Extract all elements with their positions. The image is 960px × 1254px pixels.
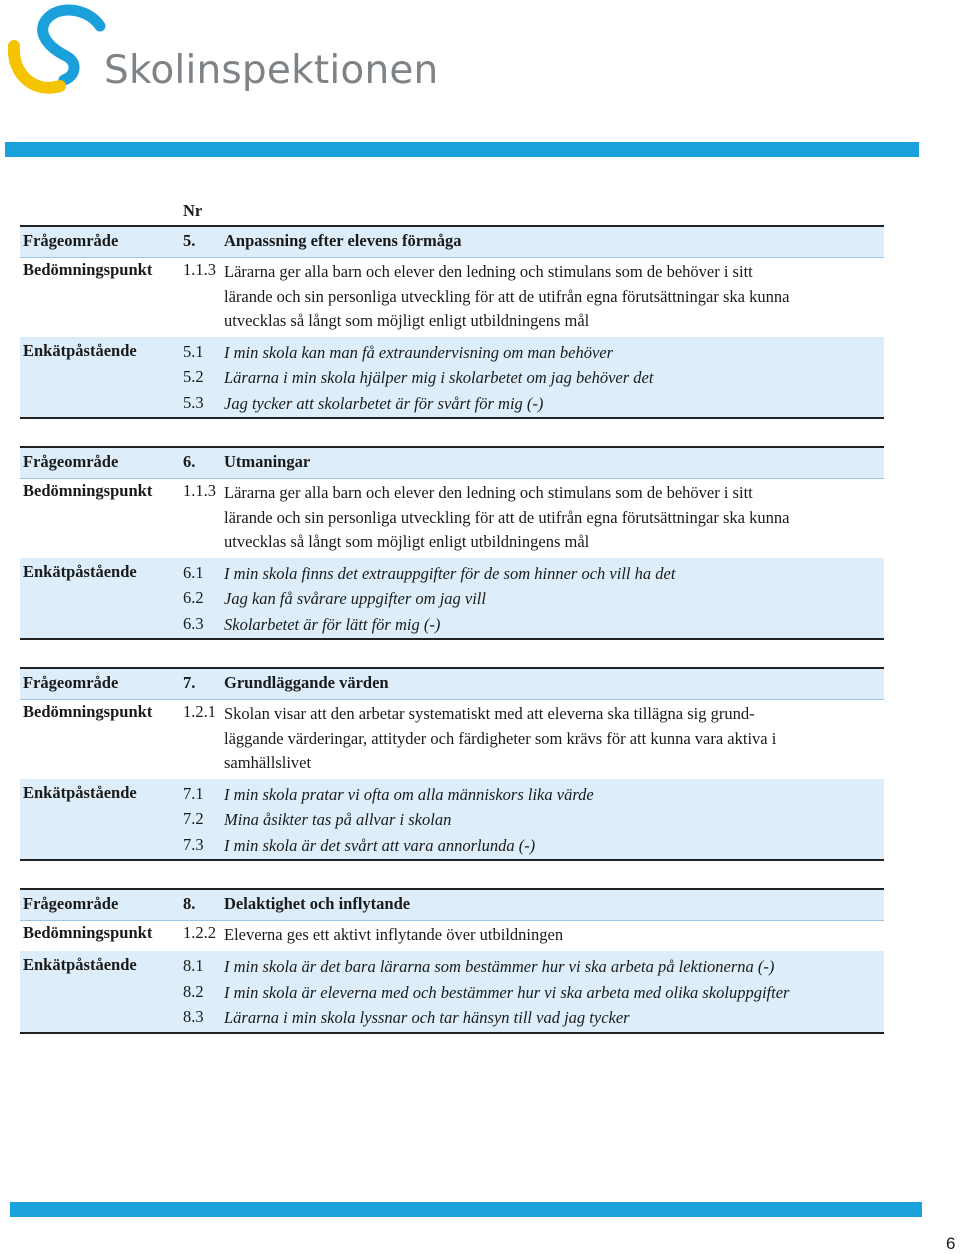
statement-number: 5.2 <box>183 367 204 386</box>
statement-row <box>20 614 884 640</box>
statement-row <box>20 784 884 810</box>
section-title: Grundläggande värden <box>224 673 389 692</box>
bedomningspunkt-row <box>20 699 884 779</box>
statement-number: 8.2 <box>183 982 204 1001</box>
bp-line: utvecklas så långt som möjligt enligt utbildningens mål <box>224 532 590 551</box>
enkatpastaende-label: Enkätpåstående <box>23 783 137 802</box>
statement-number: 8.3 <box>183 1007 204 1026</box>
section-header <box>20 446 884 478</box>
bedomningspunkt-row <box>20 920 884 951</box>
section-6 <box>20 446 884 640</box>
statement-text: Lärarna i min skola lyssnar och tar hänsyn till vad jag tycker <box>224 1008 630 1027</box>
bedomningspunkt-code: 1.2.2 <box>183 923 216 942</box>
enkatpastaende-label: Enkätpåstående <box>23 341 137 360</box>
bedomningspunkt-row <box>20 257 884 337</box>
bedomningspunkt-row <box>20 478 884 558</box>
statement-number: 6.1 <box>183 563 204 582</box>
section-header <box>20 225 884 257</box>
bedomningspunkt-label: Bedömningspunkt <box>23 923 153 942</box>
statement-text: Jag kan få svårare uppgifter om jag vill <box>224 589 486 608</box>
section-number: 6. <box>183 452 196 471</box>
bp-line: Lärarna ger alla barn och elever den ledning och stimulans som de behöver i sitt <box>224 262 753 281</box>
bp-line: Eleverna ges ett aktivt inflytande över utbildningen <box>224 925 564 944</box>
bedomningspunkt-label: Bedömningspunkt <box>23 481 153 500</box>
statement-row <box>20 956 884 982</box>
statement-row <box>20 342 884 368</box>
statement-text: Skolarbetet är för lätt för mig (-) <box>224 615 441 634</box>
statement-text: I min skola kan man få extraundervisning om man behöver <box>224 343 614 362</box>
enkatpastaende-block <box>20 951 884 1034</box>
statement-text: I min skola är det bara lärarna som bestämmer hur vi ska arbeta på lektionerna (-) <box>224 957 775 976</box>
statement-text: I min skola pratar vi ofta om alla människors lika värde <box>224 785 594 804</box>
bedomningspunkt-code: 1.1.3 <box>183 481 216 500</box>
statement-number: 8.1 <box>183 956 204 975</box>
statement-row <box>20 1007 884 1033</box>
statement-text: Mina åsikter tas på allvar i skolan <box>224 810 452 829</box>
section-5 <box>20 225 884 419</box>
statement-number: 7.2 <box>183 809 204 828</box>
statement-row <box>20 393 884 419</box>
logo-text: Skolinspektionen <box>104 48 439 93</box>
nr-column-label: Nr <box>183 201 203 220</box>
bedomningspunkt-code: 1.2.1 <box>183 702 216 721</box>
statement-row <box>20 563 884 589</box>
bedomningspunkt-text <box>224 260 880 334</box>
bp-line: samhällslivet <box>224 753 312 772</box>
statement-row <box>20 588 884 614</box>
statement-text: Lärarna i min skola hjälper mig i skolarbetet om jag behöver det <box>224 368 654 387</box>
statement-number: 6.3 <box>183 614 204 633</box>
section-header <box>20 888 884 920</box>
bedomningspunkt-label: Bedömningspunkt <box>23 260 153 279</box>
section-8 <box>20 888 884 1034</box>
logo-swoosh-icon <box>8 4 108 104</box>
statement-text: I min skola är eleverna med och bestämmer hur vi ska arbeta med olika skoluppgifter <box>224 983 790 1002</box>
bedomningspunkt-text <box>224 702 880 776</box>
section-title: Delaktighet och inflytande <box>224 894 411 913</box>
fragomrade-label: Frågeområde <box>23 673 119 692</box>
statement-row <box>20 809 884 835</box>
section-title: Anpassning efter elevens förmåga <box>224 231 462 250</box>
skolinspektionen-logo <box>8 4 439 104</box>
section-7 <box>20 667 884 861</box>
section-number: 7. <box>183 673 196 692</box>
bp-line: lärande och sin personliga utveckling för att de utifrån egna förutsättningar ska kunna <box>224 507 790 527</box>
fragomrade-label: Frågeområde <box>23 894 119 913</box>
bottom-accent-bar <box>10 1202 922 1217</box>
bp-line: Lärarna ger alla barn och elever den ledning och stimulans som de behöver i sitt <box>224 483 753 502</box>
bp-line: utvecklas så långt som möjligt enligt utbildningens mål <box>224 311 590 330</box>
bp-line: lärande och sin personliga utveckling för att de utifrån egna förutsättningar ska kunna <box>224 286 790 306</box>
fragomrade-label: Frågeområde <box>23 452 119 471</box>
statement-number: 5.1 <box>183 342 204 361</box>
bedomningspunkt-code: 1.1.3 <box>183 260 216 279</box>
enkatpastaende-label: Enkätpåstående <box>23 562 137 581</box>
enkatpastaende-label: Enkätpåstående <box>23 955 137 974</box>
statement-row <box>20 367 884 393</box>
section-title: Utmaningar <box>224 452 311 471</box>
enkatpastaende-block <box>20 779 884 861</box>
bedomningspunkt-text <box>224 923 880 948</box>
statement-number: 6.2 <box>183 588 204 607</box>
statement-text: Jag tycker att skolarbetet är för svårt för mig (-) <box>224 394 544 413</box>
statement-text: I min skola finns det extrauppgifter för de som hinner och vill ha det <box>224 564 676 583</box>
enkatpastaende-block <box>20 337 884 419</box>
enkatpastaende-block <box>20 558 884 640</box>
statement-text: I min skola är det svårt att vara annorlunda (-) <box>224 836 536 855</box>
statement-number: 7.1 <box>183 784 204 803</box>
fragomrade-label: Frågeområde <box>23 231 119 250</box>
page-number: 6 <box>946 1234 956 1253</box>
statement-number: 7.3 <box>183 835 204 854</box>
section-number: 5. <box>183 231 196 250</box>
statement-row <box>20 982 884 1008</box>
statement-number: 5.3 <box>183 393 204 412</box>
bp-line: läggande värderingar, attityder och färdigheter som krävs för att kunna vara aktiva i <box>224 728 777 748</box>
section-number: 8. <box>183 894 196 913</box>
top-accent-bar <box>5 142 919 157</box>
bedomningspunkt-label: Bedömningspunkt <box>23 702 153 721</box>
bp-line: Skolan visar att den arbetar systematiskt med att eleverna ska tillägna sig grund- <box>224 704 755 723</box>
bedomningspunkt-text <box>224 481 880 555</box>
section-header <box>20 667 884 699</box>
statement-row <box>20 835 884 861</box>
